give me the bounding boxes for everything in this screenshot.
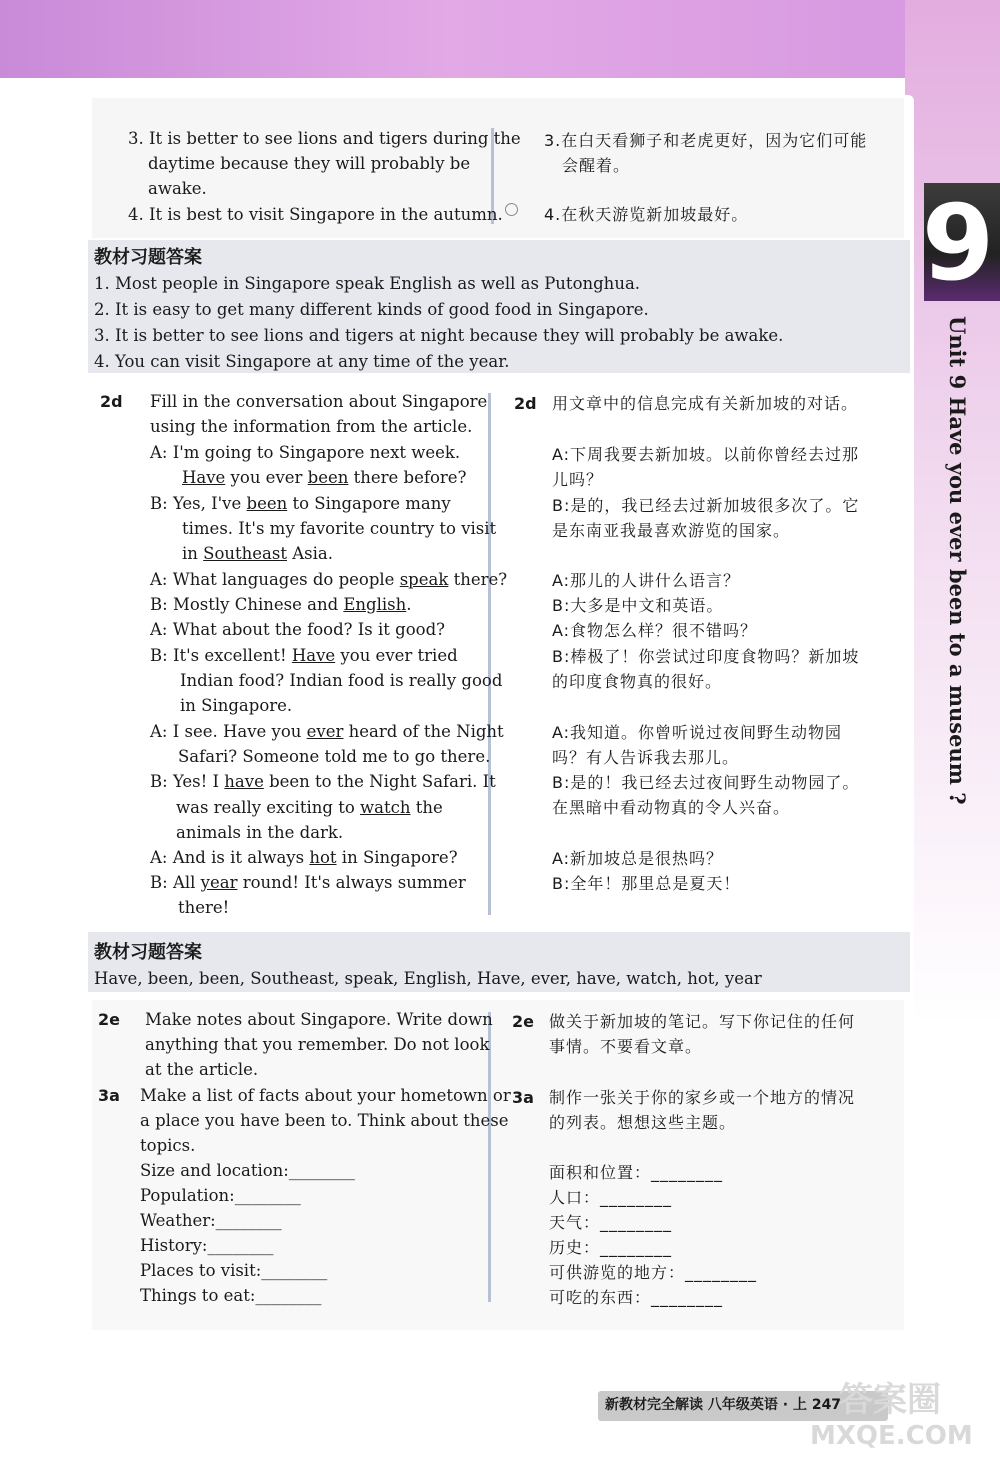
item-text: awake. [148, 179, 207, 198]
fill-in-item: Size and location:________ [140, 1161, 355, 1180]
answer-blank: Southeast [203, 544, 287, 563]
answer-blank: ever [306, 722, 344, 741]
task-label-2d: 2d [100, 392, 123, 411]
audio-icon [505, 203, 518, 216]
fill-in-item-zh: 天气：________ [549, 1213, 673, 1232]
dialogue-text: you ever [225, 468, 308, 487]
dialogue-text: Yes! I [172, 772, 225, 791]
top-item-3-zh [544, 128, 867, 153]
dialogue-b2 [150, 592, 412, 617]
task-label-2e-zh: 2e [512, 1012, 534, 1031]
task-instruction: topics. [140, 1136, 196, 1155]
dialogue-text: Safari? Someone told me to go there. [178, 747, 491, 766]
speaker-b: B: [150, 646, 168, 665]
speaker-b: B: [150, 494, 168, 513]
item-number: 4. [544, 205, 562, 224]
top-item-4-en [128, 202, 518, 227]
fill-in-item-zh: 面积和位置：________ [549, 1163, 724, 1182]
task-instruction-zh: 的列表。想想这些主题。 [549, 1113, 737, 1132]
task-instruction: anything that you remember. Do not look [145, 1035, 490, 1054]
dialogue-text: was really exciting to [176, 798, 361, 817]
task-instruction: Make a list of facts about your hometown or [140, 1086, 511, 1105]
task-label-2d-zh: 2d [514, 394, 537, 413]
unit-title-vertical: Unit 9 Have you ever been to a museum ? [945, 316, 970, 805]
answer-line: 3. It is better to see lions and tigers at night because they will probably be awake. [94, 326, 784, 345]
item-text: It is best to visit Singapore in the autumn. [149, 205, 503, 224]
dialogue-zh-line: B:是的！我已经去过夜间野生动物园了。 [552, 773, 860, 792]
dialogue-text: the [410, 798, 443, 817]
item-number: 4. [128, 205, 144, 224]
task-instruction: using the information from the article. [150, 417, 473, 436]
dialogue-text: there? [448, 570, 508, 589]
answer-line: 2. It is easy to get many different kinds of good food in Singapore. [94, 300, 649, 319]
speaker-b: B: [150, 595, 168, 614]
dialogue-a5 [150, 845, 458, 870]
dialogue-a3 [150, 617, 445, 642]
answer-line: 4. You can visit Singapore at any time of the year. [94, 352, 510, 371]
fill-in-item: Places to visit:________ [140, 1261, 328, 1280]
dialogue-text: in Singapore. [180, 696, 293, 715]
task-instruction: at the article. [145, 1060, 259, 1079]
dialogue-zh-line: 在黑暗中看动物真的令人兴奋。 [552, 798, 791, 817]
dialogue-text: there before? [348, 468, 467, 487]
dialogue-text: round! It's always summer [237, 873, 466, 892]
speaker-a: A: [150, 620, 168, 639]
answer-blank: speak [399, 570, 449, 589]
footer-text [605, 1393, 841, 1417]
dialogue-zh-line: A:我知道。你曾听说过夜间野生动物园 [552, 723, 843, 742]
answers-heading: 教材习题答案 [94, 247, 202, 268]
top-decorative-band [0, 0, 1000, 78]
dialogue-text: And is it always [172, 848, 310, 867]
speaker-a: A: [150, 443, 168, 462]
speaker-a: A: [150, 722, 168, 741]
task-instruction-zh: 用文章中的信息完成有关新加坡的对话。 [552, 394, 859, 413]
dialogue-text: in [182, 544, 204, 563]
item-text: 会醒着。 [562, 156, 631, 175]
fill-in-item-zh: 人口：________ [549, 1188, 673, 1207]
item-text: daytime because they will probably be [148, 154, 471, 173]
watermark-text: 答案圈 [839, 1380, 941, 1420]
task-instruction: Make notes about Singapore. Write down [145, 1010, 493, 1029]
dialogue-text: to Singapore many [287, 494, 451, 513]
task-label-3a-zh: 3a [512, 1088, 534, 1107]
dialogue-text: you ever tried [335, 646, 458, 665]
dialogue-text: Asia. [286, 544, 333, 563]
watermark-logo [810, 1380, 973, 1460]
item-text: It is better to see lions and tigers during the [149, 129, 521, 148]
dialogue-text: I'm going to Singapore next week. [172, 443, 461, 462]
dialogue-zh-line: B:是的，我已经去过新加坡很多次了。它 [552, 496, 860, 515]
dialogue-text: been to the Night Safari. It [263, 772, 496, 791]
top-item-4-zh [544, 202, 748, 227]
speaker-a: A: [150, 848, 168, 867]
task-instruction: Fill in the conversation about Singapore [150, 392, 488, 411]
fill-in-item: History:________ [140, 1236, 274, 1255]
speaker-a: A: [150, 570, 168, 589]
fill-in-item-zh: 历史：________ [549, 1238, 673, 1257]
answer-blank: English [343, 595, 407, 614]
dialogue-text: times. It's my favorite country to visit [182, 519, 497, 538]
dialogue-text: heard of the Night [343, 722, 504, 741]
task-instruction-zh: 做关于新加坡的笔记。写下你记住的任何 [549, 1012, 856, 1031]
dialogue-zh-line: 儿吗？ [552, 470, 604, 489]
dialogue-zh-line: A:下周我要去新加坡。以前你曾经去过那 [552, 445, 860, 464]
answers-heading: 教材习题答案 [94, 942, 202, 963]
dialogue-text: there! [178, 898, 230, 917]
dialogue-text: What about the food? Is it good? [172, 620, 445, 639]
fill-in-item-zh: 可吃的东西：________ [549, 1288, 724, 1307]
answer-blank: Have [291, 646, 336, 665]
task-instruction-zh: 事情。不要看文章。 [549, 1037, 703, 1056]
fill-in-item-zh: 可供游览的地方：________ [549, 1263, 758, 1282]
answer-blank: year [200, 873, 238, 892]
dialogue-zh-line: 是东南亚我最喜欢游览的国家。 [552, 521, 791, 540]
dialogue-zh-line: A:食物怎么样？很不错吗？ [552, 621, 758, 640]
dialogue-zh-line: B:大多是中文和英语。 [552, 596, 724, 615]
dialogue-text: All [172, 873, 201, 892]
dialogue-zh-line: B:全年！那里总是夏天！ [552, 874, 741, 893]
item-text: 在秋天游览新加坡最好。 [561, 205, 749, 224]
dialogue-zh-line: 吗？有人告诉我去那儿。 [552, 748, 740, 767]
watermark-url: MXQE.COM [810, 1421, 973, 1451]
dialogue-text: Indian food? Indian food is really good [180, 671, 503, 690]
task-label-2e: 2e [98, 1010, 120, 1029]
dialogue-text: What languages do people [172, 570, 400, 589]
dialogue-zh-line: 的印度食物真的很好。 [552, 672, 723, 691]
unit-number: 9 [921, 182, 995, 304]
dialogue-text: Yes, I've [172, 494, 247, 513]
fill-in-item: Things to eat:________ [140, 1286, 322, 1305]
answer-line: Have, been, been, Southeast, speak, English, Have, ever, have, watch, hot, year [94, 969, 762, 988]
fill-in-item: Weather:________ [140, 1211, 282, 1230]
task-instruction: a place you have been to. Think about these [140, 1111, 509, 1130]
dialogue-zh-line: B:棒极了！你尝试过印度食物吗？新加坡 [552, 647, 860, 666]
dialogue-text: . [406, 595, 412, 614]
book-title: 新教材完全解读 八年级英语 · 上 [605, 1397, 807, 1413]
page-number: 247 [811, 1397, 842, 1413]
dialogue-text: I see. Have you [172, 722, 307, 741]
fill-in-item: Population:________ [140, 1186, 301, 1205]
task-instruction-zh: 制作一张关于你的家乡或一个地方的情况 [549, 1088, 856, 1107]
dialogue-a2 [150, 567, 507, 592]
speaker-b: B: [150, 873, 168, 892]
dialogue-text: It's excellent! [172, 646, 292, 665]
item-number: 3. [128, 129, 144, 148]
dialogue-zh-line: A:新加坡总是很热吗？ [552, 849, 724, 868]
dialogue-zh-line: A:那儿的人讲什么语言？ [552, 571, 741, 590]
answer-blank: hot [309, 848, 337, 867]
answer-blank: Have [182, 468, 226, 487]
answer-blank: been [307, 468, 349, 487]
answer-blank: have [224, 772, 264, 791]
item-number: 3. [544, 131, 562, 150]
dialogue-text: animals in the dark. [176, 823, 344, 842]
dialogue-text: Mostly Chinese and [172, 595, 344, 614]
task-label-3a: 3a [98, 1086, 120, 1105]
answer-line: 1. Most people in Singapore speak English as well as Putonghua. [94, 274, 641, 293]
speaker-b: B: [150, 772, 168, 791]
answer-blank: watch [360, 798, 411, 817]
item-text: 在白天看狮子和老虎更好，因为它们可能 [561, 131, 868, 150]
answer-blank: been [246, 494, 288, 513]
column-divider-2d [488, 393, 491, 915]
dialogue-text: in Singapore? [336, 848, 458, 867]
